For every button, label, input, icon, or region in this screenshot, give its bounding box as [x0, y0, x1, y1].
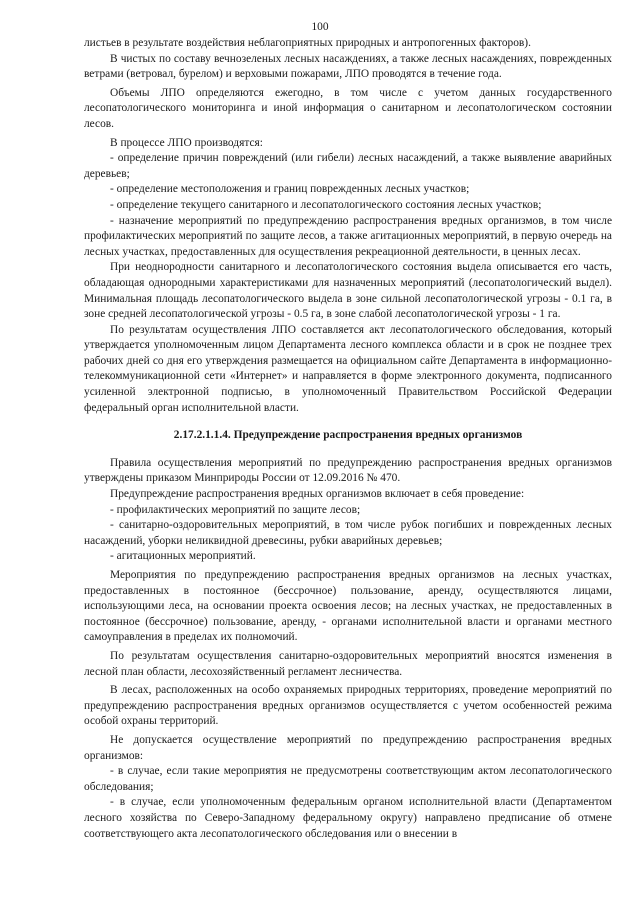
paragraph: В чистых по составу вечнозеленых лесных насаждениях, а также лесных насаждениях, поврежденных ветрами (ветровал, бурелом) и верховыми пожарами, ЛПО проводятся в течение года.: [84, 52, 612, 81]
paragraph: Объемы ЛПО определяются ежегодно, в том числе с учетом данных государственного лесопатологического мониторинга и иной информация о санитарном и лесопатологическом состоянии лесов.: [84, 86, 612, 130]
list-item: - определение причин повреждений (или гибели) лесных насаждений, а также выявление аварийных деревьев;: [84, 152, 612, 180]
page-number: 100: [311, 21, 329, 33]
paragraph: При неоднородности санитарного и лесопатологического состояния выдела описывается его часть, обладающая однородными характеристиками для назначенных мероприятий (лесопатологический выдел). Минимальная площадь лесопатологического выдела в зоне сильной лесопатологической угрозы - 0.1 га, в зоне средней лесопатологической угрозы - 0.5 га, в зоне слабой лесопатологической угрозы - 1 га.: [84, 261, 612, 321]
paragraph: Не допускается осуществление мероприятий по предупреждению распространения вредных организмов:: [84, 733, 612, 762]
paragraph: Предупреждение распространения вредных организмов включает в себя проведение:: [110, 488, 525, 501]
list-item: - в случае, если такие мероприятия не предусмотрены соответствующим актом лесопатологического обследования;: [84, 765, 612, 793]
paragraph: По результатам осуществления ЛПО составляется акт лесопатологического обследования, который утверждается уполномоченным лицом Департамента лесного комплекса области и в срок не позднее трех рабочих дней со дня его утверждения размещается на официальном сайте Департамента в информационно-телекоммуникационной сети «Интернет» и направляется в форме электронного документа, подписанного усиленной электронной подписью, в уполномоченный Правительством Российской Федерации федеральный орган исполнительной власти.: [84, 323, 612, 414]
list-item: - определение текущего санитарного и лесопатологического состояния лесных участков;: [110, 198, 542, 211]
list-item: - профилактических мероприятий по защите лесов;: [110, 503, 361, 516]
list-item: - в случае, если уполномоченным федеральным органом исполнительной власти (Департаментом лесного хозяйства по Северо-Западному федеральному округу) направлено предписание об отмене соответствующего акта лесопатологического обследования или о внесении в: [84, 796, 612, 840]
paragraph: В процессе ЛПО производятся:: [110, 136, 263, 149]
paragraph: По результатам осуществления санитарно-оздоровительных мероприятий вносятся изменения в лесной план области, лесохозяйственный регламент лесничества.: [84, 649, 612, 678]
section-heading: 2.17.2.1.1.4. Предупреждение распространения вредных организмов: [173, 429, 523, 442]
list-item: - агитационных мероприятий.: [110, 550, 256, 563]
paragraph: листьев в результате воздействия неблагоприятных природных и антропогенных факторов).: [84, 37, 531, 49]
paragraph: Правила осуществления мероприятий по предупреждению распространения вредных организмов утверждены приказом Минприроды России от 12.09.2016 № 470.: [84, 456, 612, 485]
paragraph: В лесах, расположенных на особо охраняемых природных территориях, проведение мероприятий по предупреждению распространения вредных организмов осуществляется с учетом особенностей режима особой охраны территорий.: [84, 684, 612, 728]
page-content: [84, 36, 612, 842]
list-item: - назначение мероприятий по предупреждению распространения вредных организмов, в том числе профилактических мероприятий по защите лесов, а также агитационных мероприятий, в первую очередь на лесных участках, предоставленных для осуществления рекреационной деятельности, в ценных лесах.: [84, 214, 612, 258]
list-item: - санитарно-оздоровительных мероприятий, в том числе рубок погибших и поврежденных лесных насаждений, уборки неликвидной древесины, рубки аварийных деревьев;: [84, 519, 612, 547]
list-item: - определение местоположения и границ поврежденных лесных участков;: [110, 183, 470, 196]
paragraph: Мероприятия по предупреждению распространения вредных организмов на лесных участках, предоставленных в постоянное (бессрочное) пользование, аренду, осуществляются лицами, использующими леса, на основании проекта освоения лесов; на лесных участках, не предоставленных в постоянное (бессрочное) пользование, аренду, - органами исполнительной власти и органами местного самоуправления в пределах их полномочий.: [84, 569, 612, 644]
